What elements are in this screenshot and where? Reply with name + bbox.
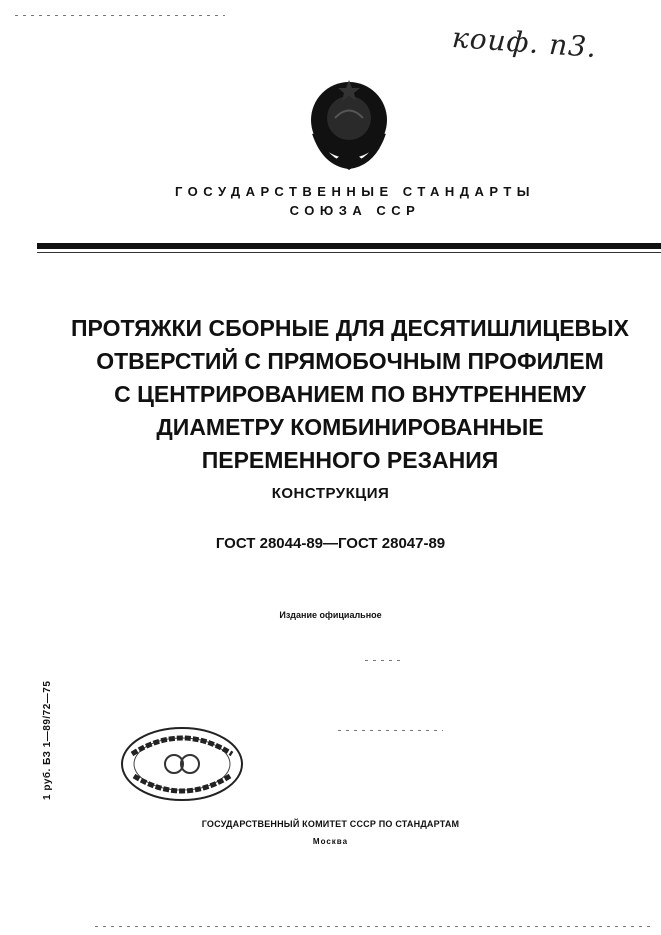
scan-noise-top bbox=[15, 15, 225, 16]
document-title bbox=[60, 312, 640, 477]
scan-noise-bottom bbox=[95, 926, 655, 927]
document-subtitle: КОНСТРУКЦИЯ bbox=[271, 485, 390, 502]
ussr-emblem-icon bbox=[305, 78, 393, 174]
title-line: ПЕРЕМЕННОГО РЕЗАНИЯ bbox=[201, 447, 499, 473]
header-line-2: СОЮЗА ССР bbox=[289, 203, 421, 218]
scan-noise-mid bbox=[365, 660, 405, 661]
title-line: ПРОТЯЖКИ СБОРНЫЕ ДЛЯ ДЕСЯТИШЛИЦЕВЫХ bbox=[71, 315, 629, 341]
header-rule-thick bbox=[37, 243, 661, 249]
gost-numbers: ГОСТ 28044-89—ГОСТ 28047-89 bbox=[215, 535, 446, 552]
title-line: ДИАМЕТРУ КОМБИНИРОВАННЫЕ bbox=[156, 414, 544, 440]
edition-label: Издание официальное bbox=[279, 610, 382, 620]
header-line-1: ГОСУДАРСТВЕННЫЕ СТАНДАРТЫ bbox=[174, 184, 536, 199]
title-line: С ЦЕНТРИРОВАНИЕМ ПО ВНУТРЕННЕМУ bbox=[114, 381, 586, 407]
handwritten-note: коиф. n3. bbox=[451, 20, 599, 65]
publisher-city: Москва bbox=[312, 837, 349, 846]
library-stamp bbox=[118, 724, 246, 804]
publisher-name: ГОСУДАРСТВЕННЫЙ КОМИТЕТ СССР ПО СТАНДАРТАМ bbox=[201, 819, 460, 829]
scan-noise-mid-2 bbox=[338, 730, 443, 731]
header-rule-thin bbox=[37, 252, 661, 253]
price-side-text: 1 руб. БЗ 1—89/72—75 bbox=[42, 680, 53, 800]
title-line: ОТВЕРСТИЙ С ПРЯМОБОЧНЫМ ПРОФИЛЕМ bbox=[96, 348, 604, 374]
